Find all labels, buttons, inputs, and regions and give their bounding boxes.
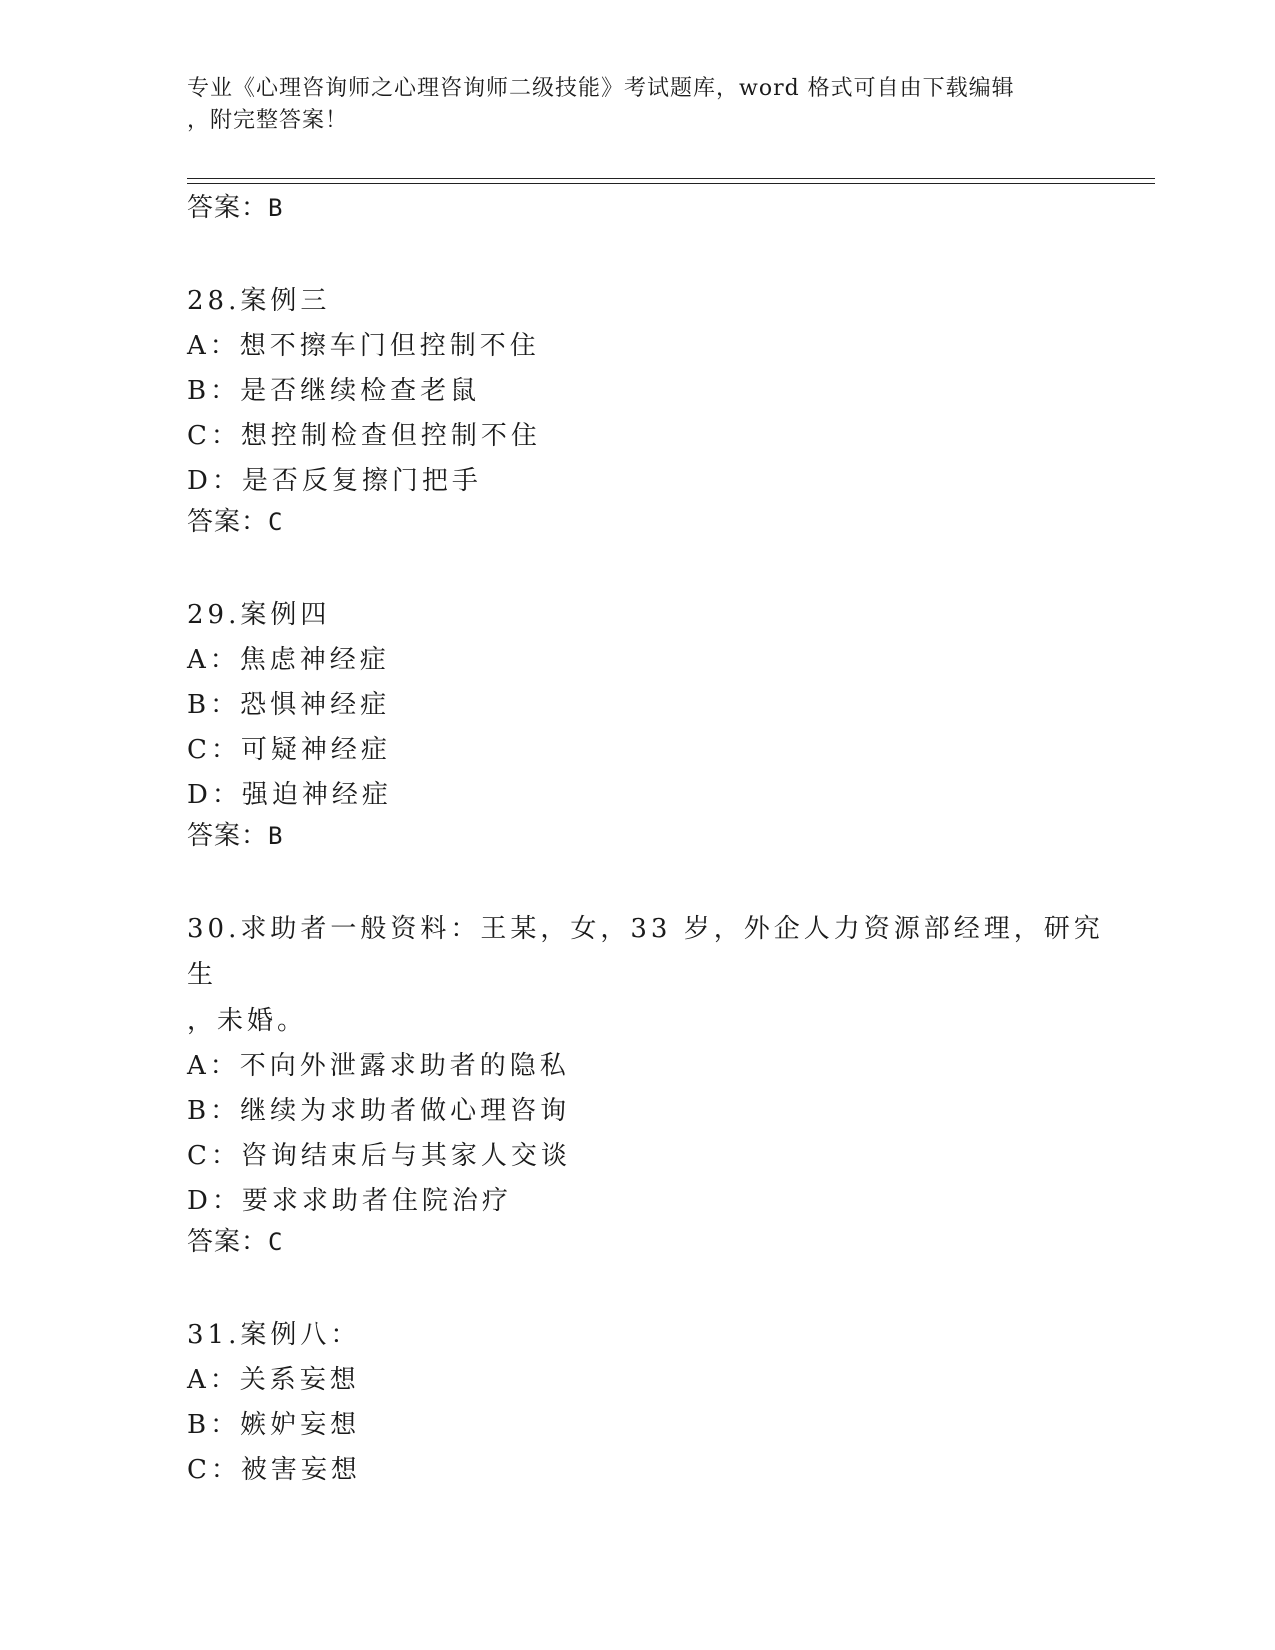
option-a: A：焦虑神经症 — [187, 645, 390, 675]
question-stem: 31.案例八： — [187, 1320, 361, 1350]
question-stem-continued: ，未婚。 — [187, 1006, 308, 1036]
answer-line — [187, 1224, 1107, 1260]
option-b: B：继续为求助者做心理咨询 — [187, 1096, 571, 1126]
question-item — [187, 906, 1107, 1260]
question-item — [187, 278, 1107, 540]
answer-label: 答案： — [187, 821, 269, 851]
option-b: B：嫉妒妄想 — [187, 1410, 361, 1440]
answer-line — [187, 504, 1107, 540]
answer-value: B — [268, 822, 284, 850]
spacer — [187, 540, 1107, 592]
answer-value: C — [268, 1228, 284, 1256]
option-c: C：被害妄想 — [187, 1455, 361, 1485]
answer-value: C — [268, 508, 284, 536]
question-stem: 28.案例三 — [187, 286, 331, 316]
option-d: D：是否反复擦门把手 — [187, 466, 482, 496]
option-c: C：咨询结束后与其家人交谈 — [187, 1141, 571, 1171]
option-a: A：关系妄想 — [187, 1365, 360, 1395]
document-header — [187, 73, 1067, 137]
question-item — [187, 592, 1107, 854]
answer-label: 答案： — [187, 1227, 269, 1257]
header-line-2: ，附完整答案！ — [187, 108, 349, 133]
spacer — [187, 854, 1107, 906]
option-a: A：不向外泄露求助者的隐私 — [187, 1051, 570, 1081]
answer-label: 答案： — [187, 193, 269, 223]
spacer — [187, 1260, 1107, 1312]
question-stem: 29.案例四 — [187, 600, 331, 630]
answer-line — [187, 190, 1107, 226]
answer-label: 答案： — [187, 507, 269, 537]
question-item — [187, 1312, 1107, 1493]
option-c: C：可疑神经症 — [187, 735, 391, 765]
header-divider — [187, 178, 1155, 184]
question-stem: 30.求助者一般资料：王某，女，33 岁，外企人力资源部经理，研究生 — [187, 914, 1104, 990]
option-d: D：要求求助者住院治疗 — [187, 1186, 512, 1216]
option-c: C：想控制检查但控制不住 — [187, 421, 541, 451]
option-d: D：强迫神经症 — [187, 780, 392, 810]
answer-line — [187, 818, 1107, 854]
answer-value: B — [268, 194, 284, 222]
question-list — [187, 190, 1107, 1493]
option-a: A：想不擦车门但控制不住 — [187, 331, 540, 361]
option-b: B：是否继续检查老鼠 — [187, 376, 481, 406]
option-b: B：恐惧神经症 — [187, 690, 391, 720]
header-line-1: 专业《心理咨询师之心理咨询师二级技能》考试题库，word 格式可自由下载编辑 — [187, 76, 1015, 101]
spacer — [187, 226, 1107, 278]
